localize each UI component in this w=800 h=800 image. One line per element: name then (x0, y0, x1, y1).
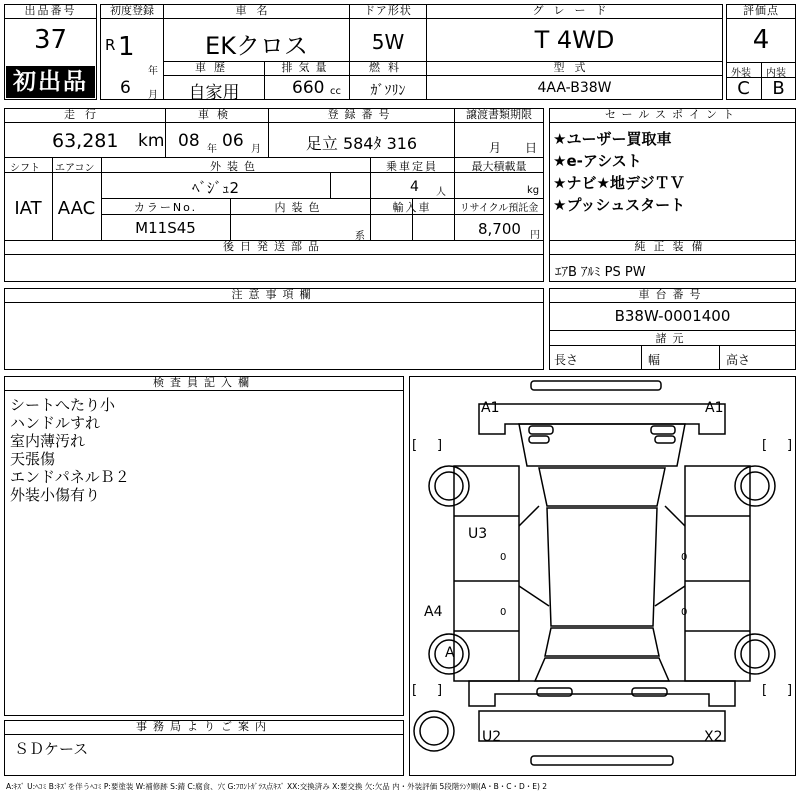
recycle-unit: 円 (530, 230, 540, 241)
model: 4AA-B38W (537, 80, 612, 96)
recycle: 8,700 (478, 220, 521, 238)
genuine-equipment: ｴｱB ｱﾙﾐ PS PW (555, 265, 646, 280)
office-label: 事務局よりご案内 (4, 720, 404, 735)
shift: IAT (14, 198, 42, 219)
car-name-label: 車名 (163, 4, 350, 19)
interior-color-label: 内装色 (274, 201, 326, 214)
inspector-note: 天張傷 (10, 450, 56, 468)
load-label: 最大積載量 (471, 160, 527, 173)
zero-mark: 0 (500, 552, 507, 563)
displacement-label: 排気量 (264, 61, 350, 76)
seats-label: 乗車定員 (386, 160, 438, 173)
displacement-unit: cc (330, 86, 341, 97)
mileage: 63,281 (52, 130, 119, 152)
chassis-number: B38W-0001400 (614, 307, 731, 325)
inspector-note: エンドパネルＢ２ (10, 468, 130, 486)
genuine-equipment-label: 純正装備 (549, 240, 796, 255)
inspector-note: ハンドルすれ (10, 414, 101, 432)
later-parts-label: 後日発送部品 (4, 240, 544, 255)
exterior-score: C (737, 78, 750, 99)
office-note: ＳＤケース (14, 740, 89, 758)
grade: T 4WD (534, 26, 615, 54)
bracket-mark: ] (437, 683, 443, 698)
exterior-label: 外装 (731, 68, 751, 79)
first-registration-label: 初度登録 (100, 4, 164, 19)
chassis-label: 車台番号 (549, 288, 796, 303)
bracket-mark: [ (762, 683, 768, 698)
damage-mark: U2 (482, 729, 502, 745)
load-unit: kg (527, 185, 540, 196)
color-no-label: カラーNo. (133, 201, 198, 214)
inspection-year-unit: 年 (207, 144, 217, 155)
car-outline-diagram (409, 376, 796, 776)
history-label: 車歴 (163, 61, 265, 76)
score-value: 4 (752, 25, 770, 55)
inspector-note: シートへたり小 (10, 396, 116, 414)
seats-unit: 人 (436, 187, 446, 198)
history: 自家用 (188, 83, 240, 103)
displacement: 660 (292, 78, 325, 98)
bracket-mark: ] (437, 438, 443, 453)
grade-label: グレード (426, 4, 723, 19)
inspector-note: 室内薄汚れ (10, 432, 86, 450)
damage-mark: A1 (705, 400, 724, 416)
color-no: M11S45 (135, 219, 196, 237)
interior-score: B (772, 78, 785, 99)
inspection-year: 08 (178, 131, 200, 151)
fuel: ｶﾞｿﾘﾝ (370, 83, 406, 99)
reg-year: 1 (118, 32, 135, 62)
interior-color-unit: 系 (355, 231, 365, 242)
mileage-unit: km (138, 131, 165, 151)
damage-mark: U3 (468, 526, 488, 542)
import-label: 輸入車 (392, 201, 432, 214)
transfer-label: 譲渡書類期限 (454, 108, 544, 123)
door-type: 5W (371, 30, 405, 54)
reg-era: R (105, 36, 116, 54)
exterior-color: ﾍﾞｼﾞｭ2 (191, 179, 240, 197)
score-label: 評価点 (726, 4, 796, 19)
bracket-mark: [ (762, 438, 768, 453)
transfer-month-unit: 月 (489, 141, 502, 155)
height-label: 高さ (726, 353, 751, 367)
sales-point-item: ★ナビ★地デジＴＶ (553, 174, 685, 192)
damage-mark: X2 (704, 729, 723, 745)
reg-year-unit: 年 (148, 66, 158, 77)
damage-mark: A (445, 645, 455, 661)
shift-label: シフト (10, 163, 40, 174)
plate-label: 登録番号 (268, 108, 455, 123)
bracket-mark: ] (787, 683, 793, 698)
dims-label: 諸元 (655, 332, 690, 345)
bracket-mark: [ (412, 438, 418, 453)
sales-point-item: ★プッシュスタート (553, 196, 686, 214)
car-name: EKクロス (205, 32, 308, 60)
reg-month: 6 (120, 78, 131, 98)
reg-month-unit: 月 (148, 90, 158, 101)
ac: AAC (57, 198, 96, 219)
notes-label: 注意事項欄 (4, 288, 544, 303)
bracket-mark: ] (787, 438, 793, 453)
zero-mark: 0 (681, 552, 688, 563)
model-label: 型式 (426, 61, 723, 76)
door-label: ドア形状 (349, 4, 427, 19)
ac-label: エアコン (55, 163, 95, 174)
plate-number: 足立 584ﾀ 316 (305, 134, 418, 153)
mileage-label: 走行 (4, 108, 166, 123)
damage-mark: A1 (481, 400, 500, 416)
exterior-color-label: 外装色 (210, 160, 261, 173)
transfer-day-unit: 日 (525, 141, 538, 155)
lot-label: 出品番号 (4, 4, 97, 19)
first-listing-badge: 初出品 (6, 66, 95, 98)
zero-mark: 0 (681, 607, 688, 618)
inspection-month: 06 (222, 131, 244, 151)
zero-mark: 0 (500, 607, 507, 618)
interior-label: 内装 (766, 68, 786, 79)
inspector-note: 外装小傷有り (10, 486, 101, 504)
seats: 4 (410, 179, 419, 195)
inspection-label: 車検 (165, 108, 269, 123)
length-label: 長さ (554, 353, 579, 367)
width-label: 幅 (648, 353, 661, 367)
bracket-mark: [ (412, 683, 418, 698)
inspection-month-unit: 月 (251, 144, 261, 155)
sales-point-item: ★e-アシスト (553, 152, 642, 170)
legend-text: A:ｷｽﾞ U:ﾍｺﾐ B:ｷｽﾞを伴うﾍｺﾐ P:要塗装 W:補修跡 S:錆 C:腐食、穴 G:ﾌﾛﾝﾄｶﾞﾗｽ点ｷｽﾞ XX:交換済み X:要交換 欠:欠品 内・外装評価 5段階ﾗﾝｸ順(A・B・C・D・E) 2 (6, 782, 548, 791)
recycle-label: リサイクル預託金 (459, 203, 539, 214)
fuel-label: 燃料 (349, 61, 427, 76)
sales-point-item: ★ユーザー買取車 (553, 130, 672, 148)
sales-points-label: セールスポイント (549, 108, 796, 123)
inspector-label: 検査員記入欄 (4, 376, 404, 391)
damage-mark: A4 (424, 604, 443, 620)
lot-number: 37 (33, 25, 68, 55)
